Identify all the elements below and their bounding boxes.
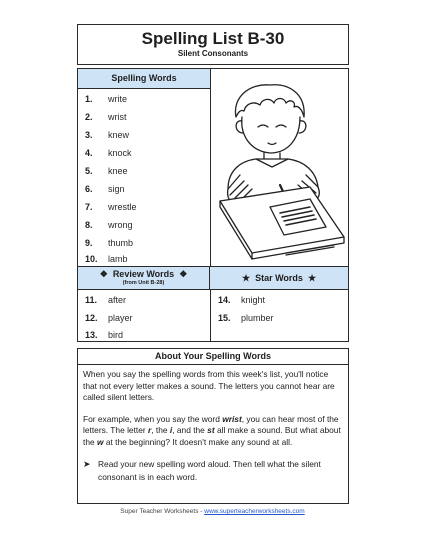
list-item: 9. thumb: [85, 238, 134, 248]
list-item: 14. knight: [218, 295, 266, 305]
list-item: 1. write: [85, 94, 128, 104]
list-item: 6. sign: [85, 184, 125, 194]
list-item: 4. knock: [85, 148, 132, 158]
word-grid: [77, 68, 349, 342]
list-item: 5. knee: [85, 166, 128, 176]
list-item: 15. plumber: [218, 313, 274, 323]
review-words-header: ❖ Review Words ❖ (from Unit B-28): [78, 266, 210, 290]
star-words-list: [211, 290, 348, 341]
list-item: 11. after: [85, 295, 127, 305]
star-icon: ★: [307, 273, 317, 283]
list-item: 10. lamb: [85, 254, 128, 264]
star-icon: ★: [241, 273, 251, 283]
about-instruction: ➤ Read your new spelling word aloud. Then tell what the silent consonant is in each word.: [83, 459, 321, 482]
footer-link[interactable]: www.superteacherworksheets.com: [204, 508, 305, 515]
about-header: About Your Spelling Words: [78, 349, 348, 365]
page-title: Spelling List B-30: [141, 29, 285, 48]
title-box: [77, 24, 349, 65]
page-subtitle: Silent Consonants: [177, 49, 249, 58]
about-box: [77, 348, 349, 504]
spelling-words-list: [78, 89, 211, 266]
diamond-icon: ❖: [99, 269, 108, 279]
boy-writing-illustration: [214, 77, 346, 263]
star-words-header: ★ Star Words ★: [210, 266, 348, 290]
about-paragraph-2: For example, when you say the word wrist, you can hear most of the letters. The letter r, the i, and the st all make a sound. But what about the w at the beginning? It doesn't make any sound at all.: [83, 413, 341, 447]
about-paragraph-1: When you say the spelling words from this week's list, you'll notice that not every letter makes a sound. The letters you cannot hear are called silent letters.: [83, 369, 335, 402]
spelling-words-header: Spelling Words: [78, 69, 211, 89]
review-words-source: (from Unit B-28): [122, 280, 165, 286]
footer: Super Teacher Worksheets - www.superteacherworksheets.com: [120, 508, 305, 515]
list-item: 2. wrist: [85, 112, 127, 122]
list-item: 12. player: [85, 313, 133, 323]
list-item: 7. wrestle: [85, 202, 137, 212]
review-words-list: [78, 290, 211, 341]
list-item: 13. bird: [85, 330, 124, 340]
list-item: 8. wrong: [85, 220, 133, 230]
list-item: 3. knew: [85, 130, 130, 140]
diamond-icon: ❖: [179, 269, 188, 279]
arrow-bullet-icon: ➤: [83, 459, 91, 469]
